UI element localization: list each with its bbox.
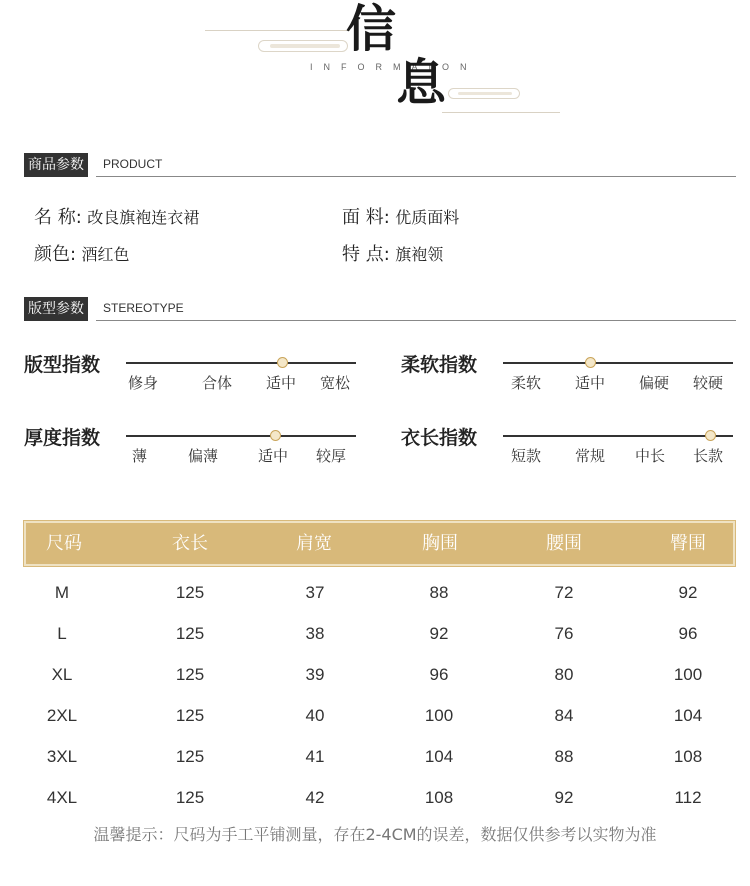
table-cell: 92 [678,583,698,602]
length-index [401,423,741,473]
info-value: 旗袍领 [395,245,444,264]
table-cell: XL [51,665,73,684]
stereotype-section-header [24,297,736,321]
title-subtitle: INFORMAION [310,62,478,72]
index-label: 衣长指数 [401,427,478,449]
index-track [503,362,733,364]
table-cell: 108 [424,788,454,807]
table-cell: 112 [674,788,702,807]
column-header: 尺码 [46,533,82,554]
table-cell: 41 [305,747,325,766]
decorative-line [205,30,350,31]
table-cell: 104 [424,747,454,766]
index-option: 偏硬 [639,374,670,392]
table-cell: 37 [305,583,325,602]
table-row [24,613,735,654]
table-cell: M [54,583,70,602]
table-cell: 100 [424,706,454,725]
index-label: 版型指数 [24,354,101,376]
table-cell: 80 [554,665,574,684]
decorative-line-right [442,112,560,113]
index-label: 柔软指数 [401,354,478,376]
info-item-feature [342,240,443,266]
table-cell: 96 [429,665,449,684]
info-item-name [34,203,199,229]
column-header: 胸围 [422,533,458,554]
index-option: 适中 [266,374,297,392]
index-option: 长款 [693,447,724,465]
info-value: 酒红色 [81,245,130,264]
section-en-title: STEREOTYPE [103,301,184,315]
table-cell: 108 [673,747,703,766]
table-row [24,777,735,818]
table-cell: 42 [305,788,325,807]
index-option: 偏薄 [188,447,219,465]
index-option: 较厚 [316,447,347,465]
title-char-xin: 信 [346,0,396,58]
section-divider [96,320,736,321]
column-header: 衣长 [172,533,208,554]
table-row [24,695,735,736]
table-cell: 96 [678,624,698,643]
column-header: 肩宽 [296,533,332,554]
table-cell: 100 [673,665,703,684]
decorative-cloud-bar-inner [270,44,340,48]
column-header: 腰围 [546,533,582,554]
column-header: 臀围 [670,533,706,554]
softness-index [401,350,741,400]
index-option: 常规 [575,447,606,465]
fit-index [24,350,364,400]
size-table-header [24,521,735,566]
info-value: 优质面料 [395,208,460,227]
index-option: 中长 [635,447,666,465]
index-track [503,435,733,437]
table-cell: 38 [305,624,325,643]
section-tag: 版型参数 [24,297,88,321]
info-header [0,0,750,130]
table-cell: 76 [554,624,574,643]
table-cell: 92 [429,624,449,643]
index-marker [705,430,716,441]
index-option: 宽松 [320,374,351,392]
measurement-note: 温馨提示：尺码为手工平铺测量，存在2-4CM的误差，数据仅供参考以实物为准 [93,825,657,844]
section-tag: 商品参数 [24,153,88,177]
table-cell: 72 [554,583,574,602]
index-track [126,435,356,437]
table-cell: 125 [175,747,205,766]
table-cell: 92 [554,788,574,807]
info-value: 改良旗袍连衣裙 [87,208,200,227]
index-option: 适中 [575,374,606,392]
index-track [126,362,356,364]
table-cell: 4XL [46,788,78,807]
table-row [24,736,735,777]
table-cell: 125 [175,624,205,643]
info-item-fabric [342,203,459,229]
index-option: 修身 [128,374,159,392]
index-option: 柔软 [511,374,542,392]
table-cell: 125 [175,788,205,807]
table-cell: 84 [554,706,574,725]
info-label: 特 点: [342,244,390,265]
table-cell: 40 [305,706,325,725]
thickness-index [24,423,364,473]
index-marker [277,357,288,368]
section-divider [96,176,736,177]
product-section-header [24,153,736,177]
index-option: 较硬 [693,374,724,392]
table-cell: 39 [305,665,325,684]
table-cell: 125 [175,706,205,725]
section-en-title: PRODUCT [103,157,163,171]
index-option: 合体 [202,374,233,392]
table-cell: 104 [673,706,703,725]
index-marker [270,430,281,441]
table-cell: 125 [175,583,205,602]
table-cell: 2XL [46,706,78,725]
info-label: 颜色: [34,244,77,265]
info-label: 名 称: [34,207,82,228]
table-cell: 3XL [46,747,78,766]
table-row [24,572,735,613]
index-option: 短款 [511,447,542,465]
index-marker [585,357,596,368]
title-char-xi: 息 [396,53,446,112]
table-cell: 88 [554,747,574,766]
index-option: 适中 [258,447,289,465]
info-label: 面 料: [342,207,390,228]
decorative-cloud-bar-right-inner [458,92,512,95]
index-option: 薄 [132,447,148,465]
table-cell: 125 [175,665,205,684]
info-item-color [34,240,130,266]
index-label: 厚度指数 [24,427,101,449]
table-cell: L [57,624,67,643]
table-cell: 88 [429,583,449,602]
table-row [24,654,735,695]
